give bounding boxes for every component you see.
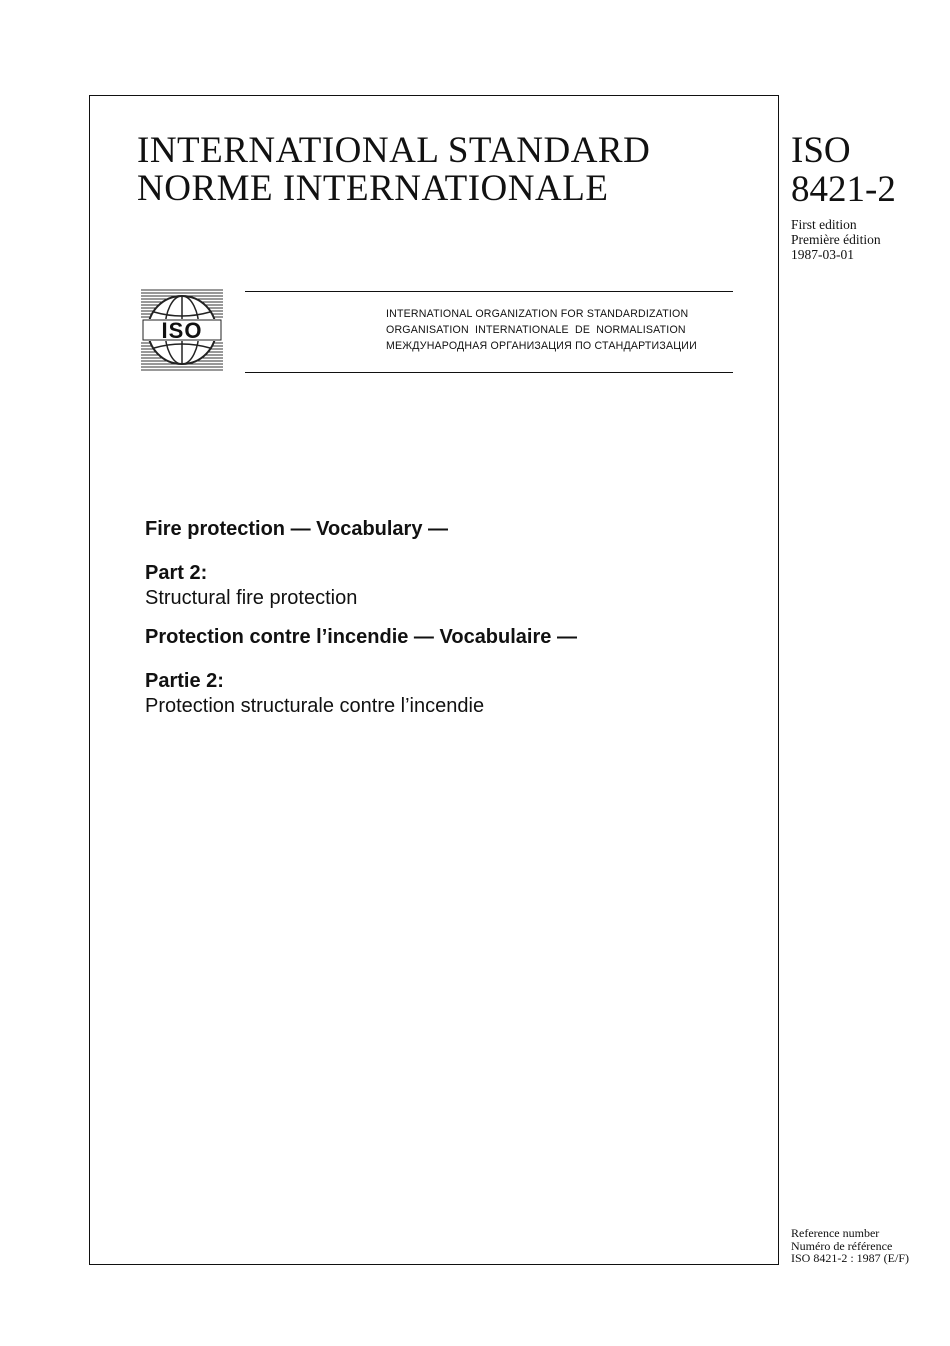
reference-value: ISO 8421-2 : 1987 (E/F) [791,1251,909,1265]
standard-title-en: INTERNATIONAL STANDARD [137,130,651,171]
title-en-part: Part 2: [145,562,208,584]
org-rule-top [245,291,733,292]
standard-title [137,132,650,208]
title-fr-main: Protection contre l’incendie — Vocabulaire — [145,626,577,648]
standard-number: 8421-2 [791,169,896,210]
standard-title-fr: NORME INTERNATIONALE [137,168,609,209]
reference-number-block [791,1227,909,1265]
org-name-ru: МЕЖДУНАРОДНАЯ ОРГАНИЗАЦИЯ ПО СТАНДАРТИЗАЦИИ [386,340,697,352]
title-en-main: Fire protection — Vocabulary — [145,518,449,540]
org-name-fr: ORGANISATION INTERNATIONALE DE NORMALISATION [386,324,686,336]
organization-names [386,306,697,354]
iso-prefix: ISO [791,130,851,171]
org-name-en: INTERNATIONAL ORGANIZATION FOR STANDARDIZATION [386,308,689,320]
reference-label-fr: Numéro de référence [791,1238,893,1253]
title-en-subtitle: Structural fire protection [145,587,358,609]
title-fr-subtitle: Protection structurale contre l’incendie [145,695,485,717]
title-fr-part: Partie 2: [145,670,224,692]
iso-logo [141,288,223,372]
org-rule-bottom [245,372,733,373]
edition-info [791,217,896,262]
edition-en: First edition [791,217,857,232]
reference-label-en: Reference number [791,1226,880,1240]
edition-date: 1987-03-01 [791,247,854,262]
document-title [145,516,745,718]
iso-globe-icon [141,288,223,372]
designation-block [791,132,896,262]
edition-fr: Première édition [791,232,881,247]
iso-logo-text: ISO [161,318,203,343]
